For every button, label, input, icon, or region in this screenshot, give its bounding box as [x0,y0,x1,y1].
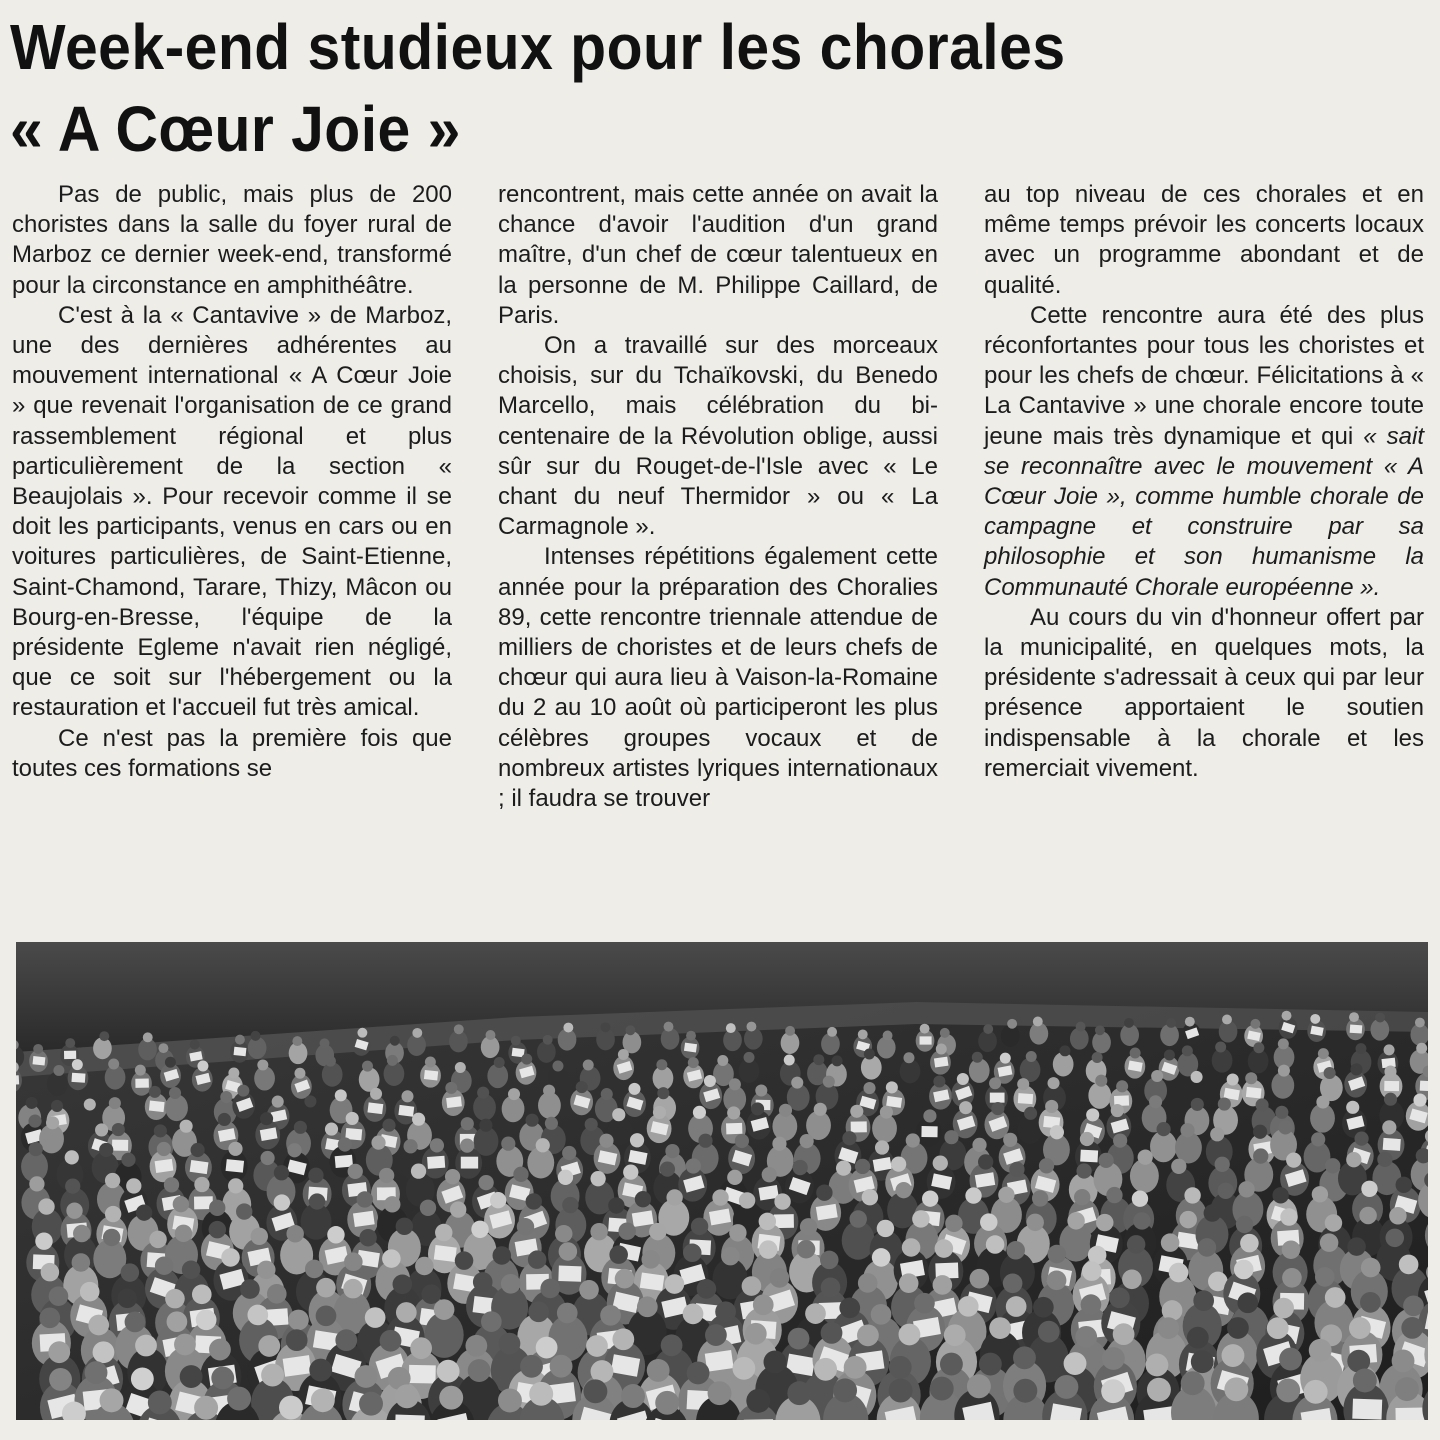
choir-photo-icon [16,942,1428,1420]
headline [10,6,1316,170]
paragraph [984,301,1424,603]
paragraph: Au cours du vin d'honneur offert par la municipalité, en quelques mots, la présidente s'adressait à ceux qui par leur présence apportaient le soutien indispensable à la chorale et les remerciait vivement. [984,603,1424,782]
article-column-1 [12,180,452,784]
paragraph: Intenses répétitions également cette année pour la préparation des Choralies 89, cette rencontre triennale attendue de milliers de choristes et de leurs chefs de chœur qui aura lieu à Vaison-la-Romaine du 2 au 10 août où participeront les plus célèbres groupes vocaux et de nombreux artistes lyriques internationaux ; il faudra se trouver [498,543,938,813]
article-column-3 [984,180,1424,784]
paragraph: Pas de public, mais plus de 200 choristes dans la salle du foyer rural de Marboz ce dernier week-end, transformé pour la circonstance en amphithéâtre. [12,181,452,299]
paragraph: On a travaillé sur des morceaux choisis, sur du Tchaïkovski, du Benedo Marcello, mais célébration du bi-centenaire de la Révolution oblige, aussi sûr sur du Rouget-de-l'Isle avec « Le chant du neuf Thermidor » ou « La Carmagnole ». [498,332,938,541]
paragraph: Ce n'est pas la première fois que toutes ces formations se [12,724,452,782]
choir-photo [16,942,1428,1420]
paragraph: rencontrent, mais cette année on avait la chance d'avoir l'audition d'un grand maître, d'un chef de cœur talentueux en la personne de M. Philippe Caillard, de Paris. [498,181,938,329]
paragraph-text: Cette rencontre aura été des plus réconfortantes pour tous les choristes et pour les chefs de chœur. Félicitations à « La Cantavive » une chorale encore toute jeune mais très dynamique et qui [984,301,1424,450]
headline-line-2: « A Cœur Joie » [10,93,461,165]
paragraph: C'est à la « Cantavive » de Marboz, une des dernières adhérentes au mouvement international « A Cœur Joie » que revenait l'organisation de ce grand rassemblement régional et plus particulièrement de la section « Beaujolais ». Pour recevoir comme il se doit les participants, venus en cars ou en voitures particulières, de Saint-Etienne, Saint-Chamond, Tarare, Thizy, Mâcon ou Bourg-en-Bresse, l'équipe de la présidente Egleme n'avait rien négligé, que ce soit sur l'hébergement ou la restauration et l'accueil fut très amical. [12,301,452,722]
paragraph: au top niveau de ces chorales et en même temps prévoir les concerts locaux avec un programme abondant et de qualité. [984,181,1424,299]
article-column-2 [498,180,938,814]
headline-line-1: Week-end studieux pour les chorales [10,11,1066,83]
quotation: « sait se reconnaître avec le mouvement « A Cœur Joie », comme humble chorale de campagne et construire par sa philosophie et son humanisme la Communauté Chorale européenne ». [984,422,1424,601]
